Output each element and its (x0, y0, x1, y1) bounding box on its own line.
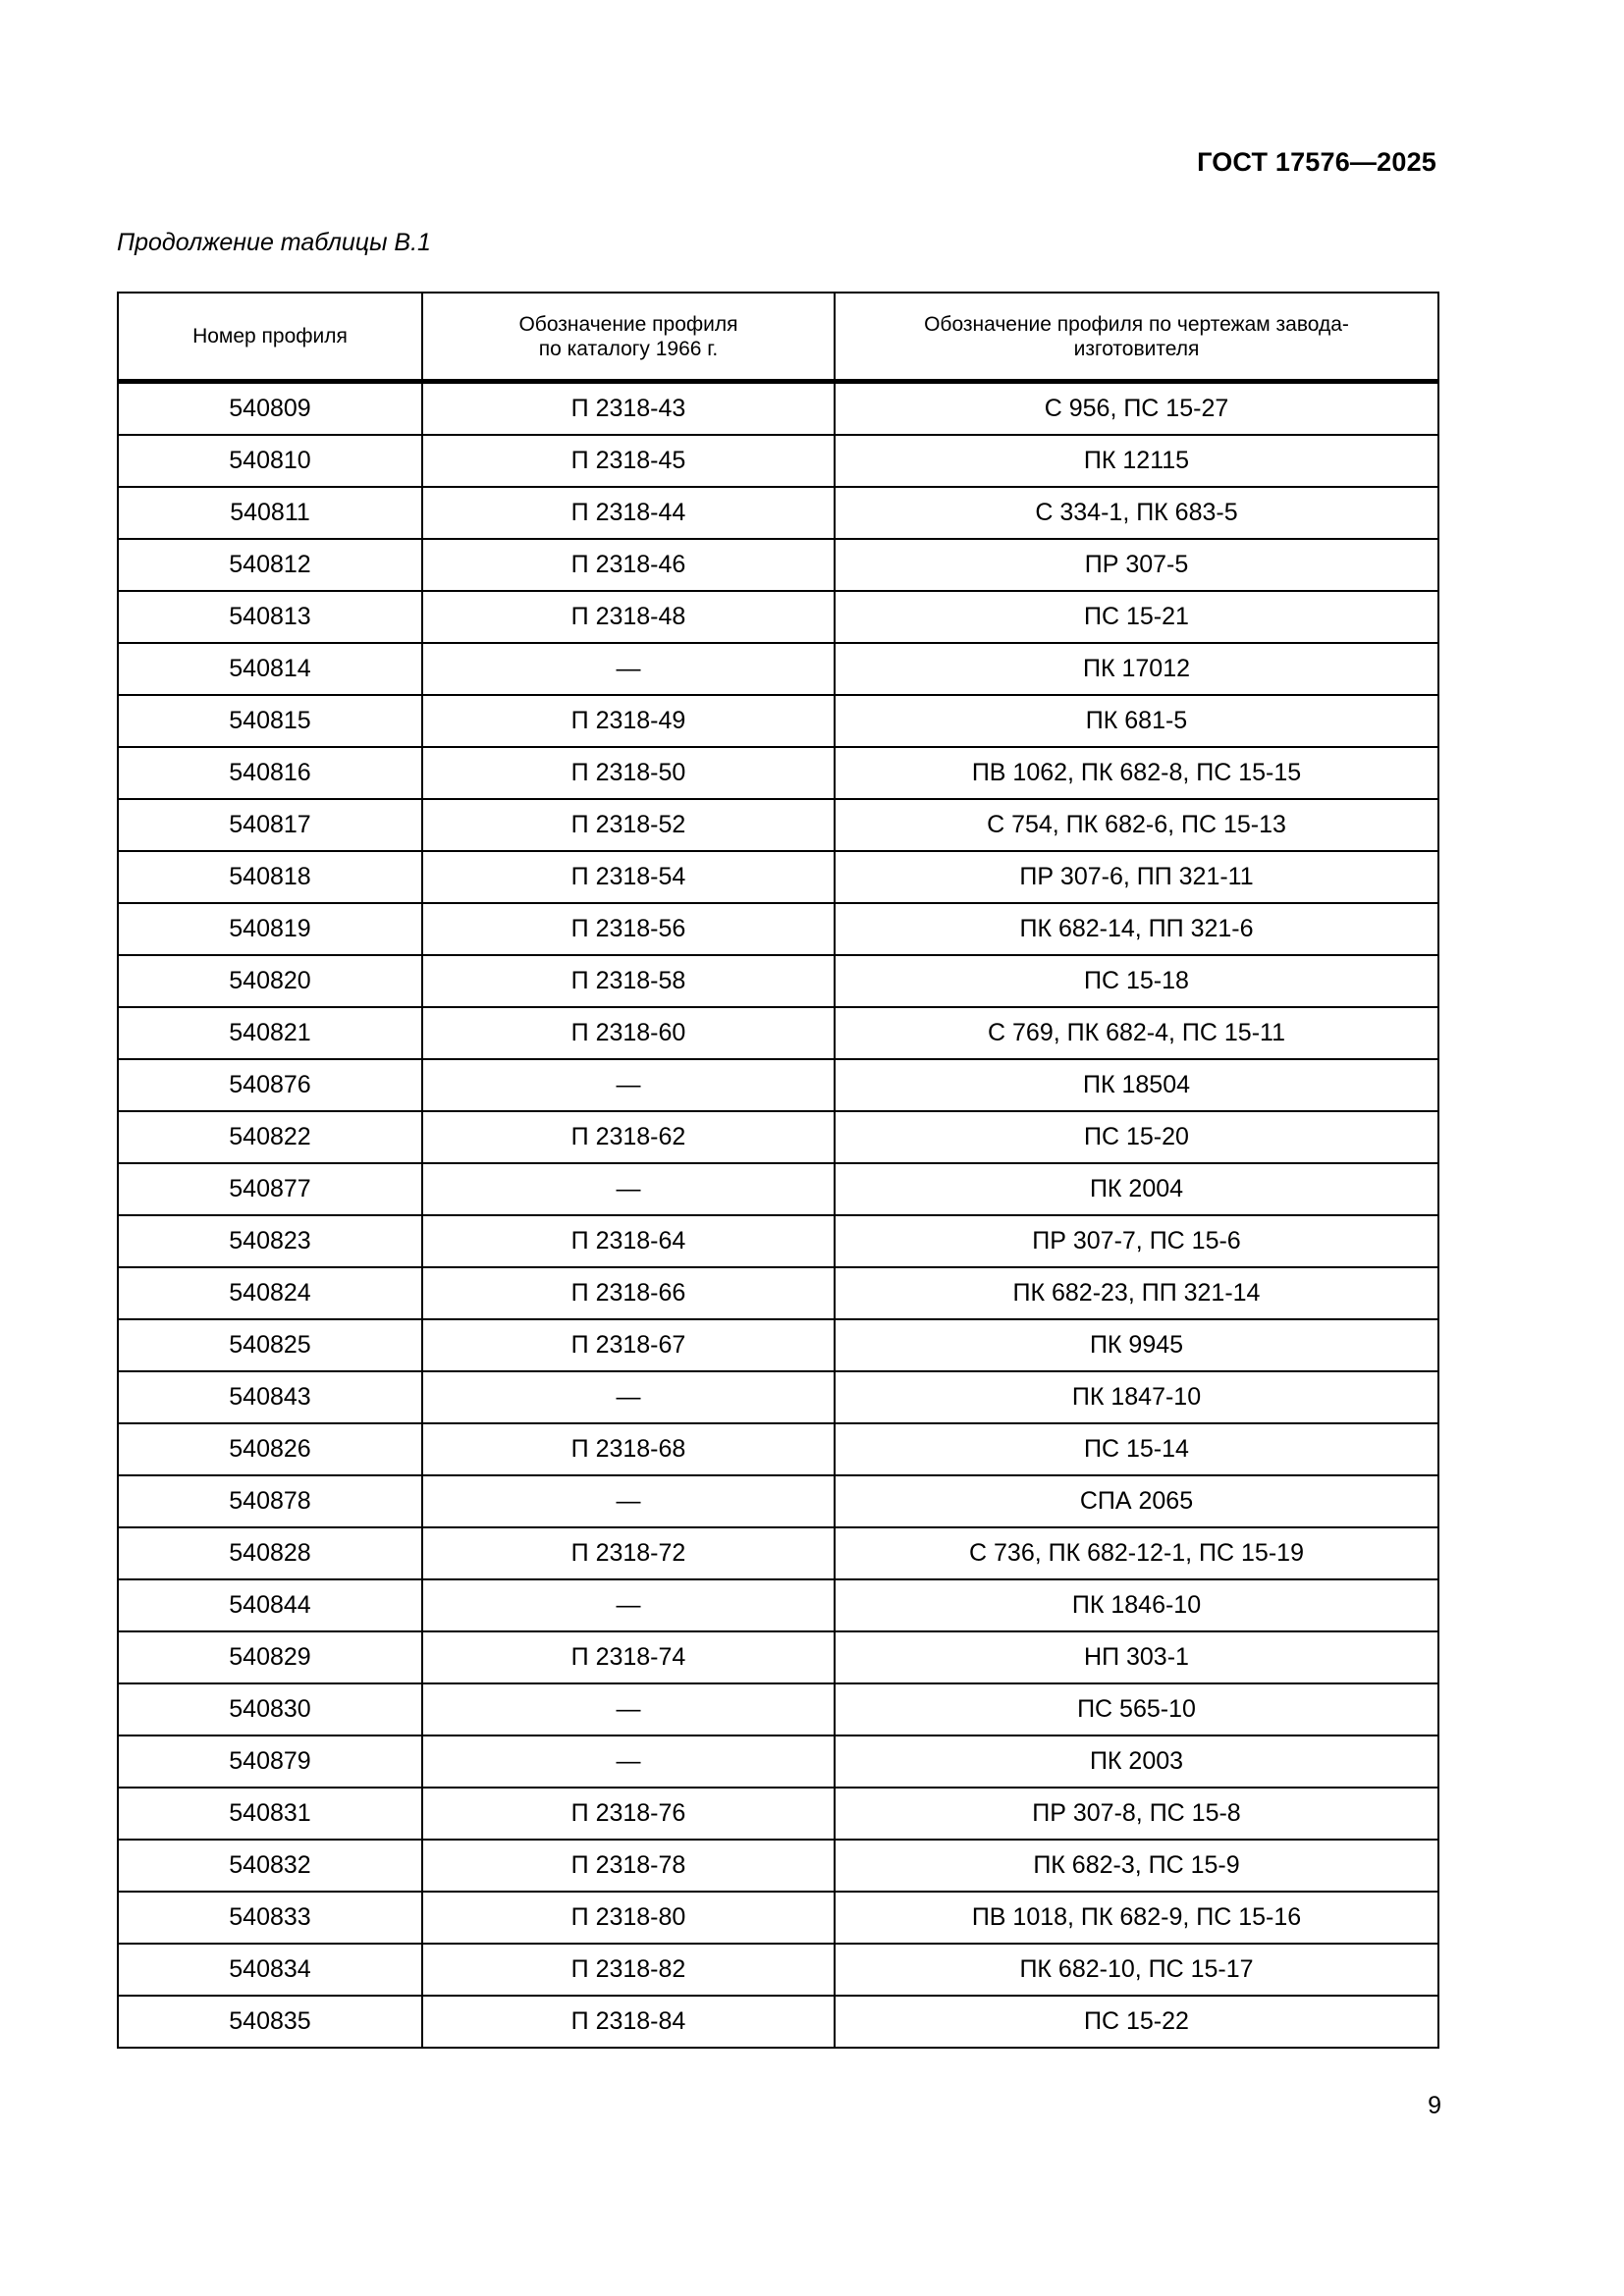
table-row (118, 435, 1438, 487)
table-row (118, 903, 1438, 955)
catalog-designation-cell: П 2318-78 (422, 1840, 835, 1892)
column-header-profile-number (118, 293, 422, 382)
catalog-designation-cell: П 2318-68 (422, 1423, 835, 1475)
profile-number-cell: 540819 (118, 903, 422, 955)
factory-designation-cell: ПС 15-18 (835, 955, 1438, 1007)
factory-designation-cell: ПВ 1062, ПК 682-8, ПС 15-15 (835, 747, 1438, 799)
table-row (118, 799, 1438, 851)
catalog-designation-cell: П 2318-76 (422, 1788, 835, 1840)
factory-designation-cell: ПС 15-20 (835, 1111, 1438, 1163)
table-row (118, 1527, 1438, 1579)
table-row (118, 382, 1438, 436)
table-row (118, 539, 1438, 591)
page-number: 9 (1428, 2092, 1441, 2119)
table-row (118, 1007, 1438, 1059)
profile-number-cell: 540844 (118, 1579, 422, 1631)
catalog-designation-cell: — (422, 1683, 835, 1735)
table-row (118, 1267, 1438, 1319)
profile-number-cell: 540831 (118, 1788, 422, 1840)
catalog-designation-cell: П 2318-80 (422, 1892, 835, 1944)
factory-designation-cell: ПК 682-14, ПП 321-6 (835, 903, 1438, 955)
table-row (118, 1892, 1438, 1944)
factory-designation-cell: ПК 1846-10 (835, 1579, 1438, 1631)
profile-number-cell: 540817 (118, 799, 422, 851)
catalog-designation-cell: П 2318-72 (422, 1527, 835, 1579)
profile-number-cell: 540811 (118, 487, 422, 539)
column-header-factory-designation (835, 293, 1438, 382)
factory-designation-cell: ПК 2003 (835, 1735, 1438, 1788)
factory-designation-cell: ПК 1847-10 (835, 1371, 1438, 1423)
catalog-designation-cell: П 2318-50 (422, 747, 835, 799)
table-row (118, 1944, 1438, 1996)
profile-table (117, 292, 1439, 2049)
factory-designation-cell: ПК 12115 (835, 435, 1438, 487)
catalog-designation-cell: П 2318-82 (422, 1944, 835, 1996)
profile-number-cell: 540834 (118, 1944, 422, 1996)
catalog-designation-cell: П 2318-67 (422, 1319, 835, 1371)
factory-designation-cell: ПС 565-10 (835, 1683, 1438, 1735)
catalog-designation-cell: П 2318-62 (422, 1111, 835, 1163)
table-row (118, 1683, 1438, 1735)
factory-designation-cell: ПР 307-5 (835, 539, 1438, 591)
profile-number-cell: 540832 (118, 1840, 422, 1892)
profile-number-cell: 540879 (118, 1735, 422, 1788)
factory-designation-cell: С 956, ПС 15-27 (835, 382, 1438, 436)
profile-number-cell: 540830 (118, 1683, 422, 1735)
profile-number-cell: 540813 (118, 591, 422, 643)
table-row (118, 1996, 1438, 2048)
table-row (118, 1735, 1438, 1788)
catalog-designation-cell: П 2318-49 (422, 695, 835, 747)
catalog-designation-cell: П 2318-74 (422, 1631, 835, 1683)
factory-designation-cell: ПК 682-10, ПС 15-17 (835, 1944, 1438, 1996)
catalog-designation-cell: П 2318-43 (422, 382, 835, 436)
table-row (118, 1371, 1438, 1423)
profile-number-cell: 540818 (118, 851, 422, 903)
profile-number-cell: 540814 (118, 643, 422, 695)
factory-designation-cell: ПР 307-8, ПС 15-8 (835, 1788, 1438, 1840)
factory-designation-cell: ПР 307-7, ПС 15-6 (835, 1215, 1438, 1267)
factory-designation-cell: С 736, ПК 682-12-1, ПС 15-19 (835, 1527, 1438, 1579)
factory-designation-cell: С 334-1, ПК 683-5 (835, 487, 1438, 539)
profile-number-cell: 540876 (118, 1059, 422, 1111)
profile-number-cell: 540820 (118, 955, 422, 1007)
catalog-designation-cell: П 2318-46 (422, 539, 835, 591)
factory-designation-cell: ПК 682-23, ПП 321-14 (835, 1267, 1438, 1319)
catalog-designation-cell: — (422, 643, 835, 695)
factory-designation-cell: ПС 15-21 (835, 591, 1438, 643)
profile-number-cell: 540878 (118, 1475, 422, 1527)
profile-number-cell: 540833 (118, 1892, 422, 1944)
profile-number-cell: 540877 (118, 1163, 422, 1215)
column-header-label: Обозначение профиля по чертежам завода- изготовителя (924, 312, 1349, 360)
profile-number-cell: 540824 (118, 1267, 422, 1319)
table-body (118, 382, 1438, 2049)
profile-number-cell: 540822 (118, 1111, 422, 1163)
table-row (118, 1215, 1438, 1267)
table-header-row (118, 293, 1438, 382)
profile-number-cell: 540825 (118, 1319, 422, 1371)
catalog-designation-cell: — (422, 1371, 835, 1423)
catalog-designation-cell: П 2318-48 (422, 591, 835, 643)
column-header-label: Номер профиля (192, 325, 348, 347)
profile-number-cell: 540823 (118, 1215, 422, 1267)
column-header-catalog-designation (422, 293, 835, 382)
catalog-designation-cell: П 2318-54 (422, 851, 835, 903)
table-row (118, 747, 1438, 799)
catalog-designation-cell: — (422, 1735, 835, 1788)
profile-number-cell: 540835 (118, 1996, 422, 2048)
profile-number-cell: 540812 (118, 539, 422, 591)
document-standard-header: ГОСТ 17576—2025 (1197, 147, 1436, 177)
table-row (118, 1111, 1438, 1163)
catalog-designation-cell: — (422, 1475, 835, 1527)
factory-designation-cell: ПК 17012 (835, 643, 1438, 695)
table-row (118, 851, 1438, 903)
table-header (118, 293, 1438, 382)
catalog-designation-cell: П 2318-45 (422, 435, 835, 487)
table-row (118, 1631, 1438, 1683)
profile-number-cell: 540829 (118, 1631, 422, 1683)
table-row (118, 1163, 1438, 1215)
catalog-designation-cell: — (422, 1579, 835, 1631)
table-row (118, 955, 1438, 1007)
table-row (118, 1579, 1438, 1631)
catalog-designation-cell: П 2318-66 (422, 1267, 835, 1319)
factory-designation-cell: ПВ 1018, ПК 682-9, ПС 15-16 (835, 1892, 1438, 1944)
profile-number-cell: 540816 (118, 747, 422, 799)
factory-designation-cell: ПР 307-6, ПП 321-11 (835, 851, 1438, 903)
catalog-designation-cell: — (422, 1059, 835, 1111)
catalog-designation-cell: П 2318-44 (422, 487, 835, 539)
factory-designation-cell: С 769, ПК 682-4, ПС 15-11 (835, 1007, 1438, 1059)
factory-designation-cell: СПА 2065 (835, 1475, 1438, 1527)
catalog-designation-cell: П 2318-52 (422, 799, 835, 851)
table-row (118, 1319, 1438, 1371)
factory-designation-cell: НП 303-1 (835, 1631, 1438, 1683)
factory-designation-cell: ПК 682-3, ПС 15-9 (835, 1840, 1438, 1892)
catalog-designation-cell: П 2318-56 (422, 903, 835, 955)
catalog-designation-cell: — (422, 1163, 835, 1215)
profile-number-cell: 540810 (118, 435, 422, 487)
table-row (118, 591, 1438, 643)
factory-designation-cell: ПК 18504 (835, 1059, 1438, 1111)
factory-designation-cell: ПК 2004 (835, 1163, 1438, 1215)
table-row (118, 1788, 1438, 1840)
catalog-designation-cell: П 2318-84 (422, 1996, 835, 2048)
profile-number-cell: 540821 (118, 1007, 422, 1059)
catalog-designation-cell: П 2318-64 (422, 1215, 835, 1267)
table-row (118, 1475, 1438, 1527)
catalog-designation-cell: П 2318-60 (422, 1007, 835, 1059)
factory-designation-cell: С 754, ПК 682-6, ПС 15-13 (835, 799, 1438, 851)
table-row (118, 487, 1438, 539)
profile-number-cell: 540826 (118, 1423, 422, 1475)
table-row (118, 1423, 1438, 1475)
table-row (118, 1840, 1438, 1892)
table-caption: Продолжение таблицы В.1 (117, 229, 431, 256)
table-row (118, 1059, 1438, 1111)
profile-number-cell: 540828 (118, 1527, 422, 1579)
catalog-designation-cell: П 2318-58 (422, 955, 835, 1007)
factory-designation-cell: ПК 9945 (835, 1319, 1438, 1371)
column-header-label: Обозначение профиля по каталогу 1966 г. (518, 312, 738, 360)
factory-designation-cell: ПС 15-22 (835, 1996, 1438, 2048)
table-row (118, 695, 1438, 747)
profile-number-cell: 540815 (118, 695, 422, 747)
factory-designation-cell: ПК 681-5 (835, 695, 1438, 747)
factory-designation-cell: ПС 15-14 (835, 1423, 1438, 1475)
profile-number-cell: 540843 (118, 1371, 422, 1423)
table-row (118, 643, 1438, 695)
profile-number-cell: 540809 (118, 382, 422, 436)
